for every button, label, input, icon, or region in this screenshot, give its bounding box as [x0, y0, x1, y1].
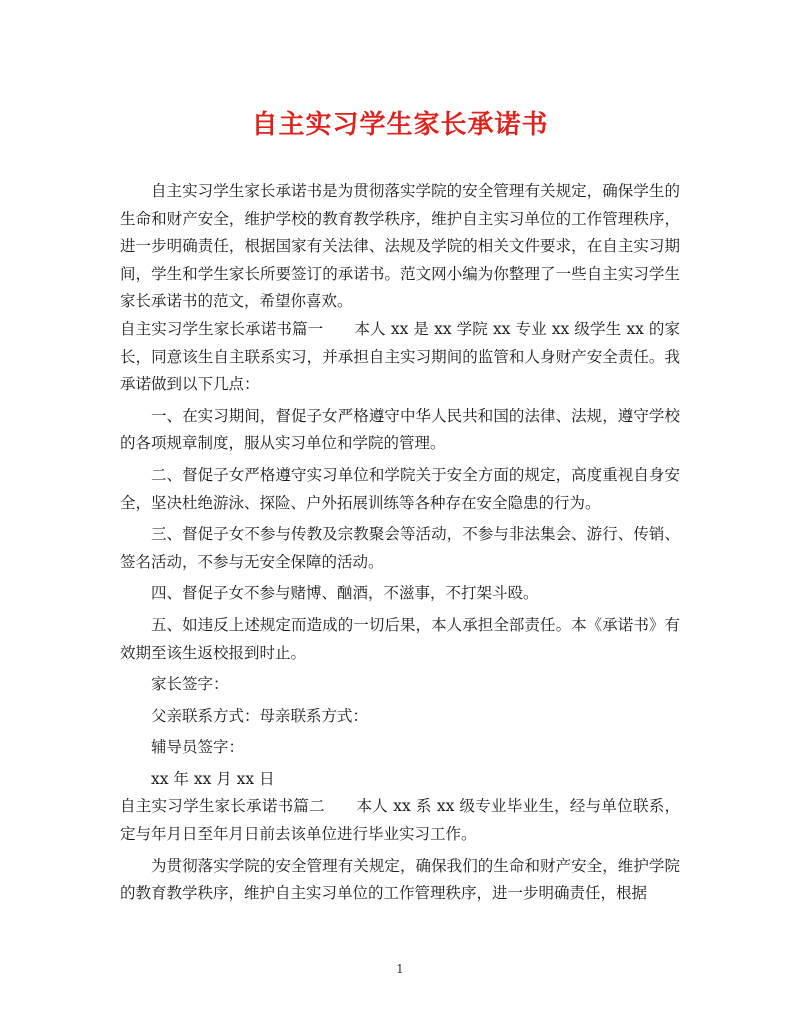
- section-two-heading-paragraph: 自主实习学生家长承诺书篇二 本人 xx 系 xx 级专业毕业生，经与单位联系，定与年月日至年月日前去该单位进行毕业实习工作。: [120, 797, 680, 844]
- document-title: 自主实习学生家长承诺书: [251, 110, 549, 140]
- date-line: xx 年 xx 月 xx 日: [151, 769, 275, 788]
- page-number: 1: [396, 962, 404, 976]
- pledge-item-3: 三、督促子女不参与传教及宗教聚会等活动，不参与非法集会、游行、传销、签名活动，不参与无安全保障的活动。: [120, 525, 680, 571]
- intro-paragraph: 自主实习学生家长承诺书是为贯彻落实学院的安全管理有关规定，确保学生的生命和财产安全，维护学校的教育教学秩序，维护自主实习单位的工作管理秩序，进一步明确责任，根据国家有关法律、法规及学院的相关文件要求，在自主实习期间，学生和学生家长所要签订的承诺书。范文网小编为你整理了一些自主实习学生家长承诺书的范文，希望你喜欢。: [120, 182, 680, 311]
- document-body: [120, 178, 680, 908]
- pledge-item-1: 一、在实习期间，督促子女严格遵守中华人民共和国的法律、法规，遵守学校的各项规章制度，服从实习单位和学院的管理。: [120, 406, 680, 453]
- counselor-signature-line: 辅导员签字：: [151, 738, 245, 757]
- contact-line: 父亲联系方式：母亲联系方式：: [151, 706, 369, 725]
- section-one-heading-paragraph: 自主实习学生家长承诺书篇一 本人 xx 是 xx 学院 xx 专业 xx 级学生 xx 的家长，同意该生自主联系实习，并承担自主实习期间的监管和人身财产安全责任。我承诺做到以下几点：: [120, 319, 680, 394]
- pledge-item-5: 五、如违反上述规定而造成的一切后果，本人承担全部责任。本《承诺书》有效期至该生返校报到时止。: [120, 615, 680, 662]
- parent-signature-line: 家长签字：: [151, 675, 229, 694]
- pledge-item-4: 四、督促子女不参与赌博、酗酒，不滋事，不打架斗殴。: [151, 584, 539, 603]
- section-two-paragraph: 为贯彻落实学院的安全管理有关规定，确保我们的生命和财产安全，维护学院的教育教学秩序，维护自主实习单位的工作管理秩序，进一步明确责任，根据: [120, 856, 680, 903]
- pledge-item-2: 二、督促子女严格遵守实习单位和学院关于安全方面的规定，高度重视自身安全，坚决杜绝游泳、探险、户外拓展训练等各种存在安全隐患的行为。: [120, 465, 680, 512]
